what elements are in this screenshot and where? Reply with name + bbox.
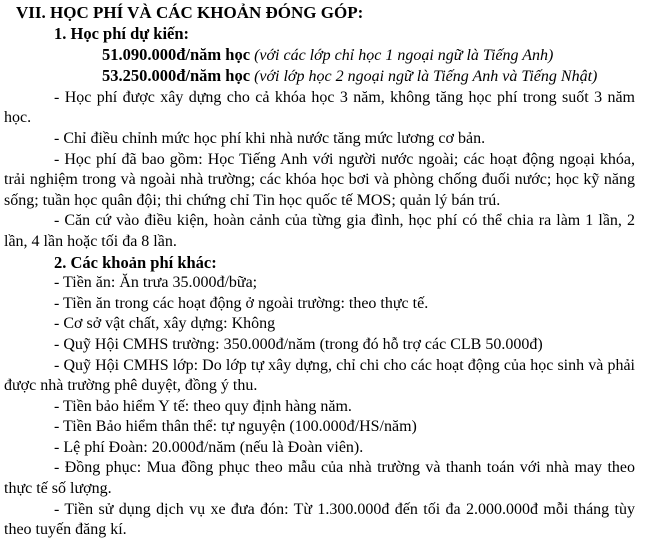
fee-paragraph: - Tiền Bảo hiểm thân thể: tự nguyện (100.000đ/HS/năm) [54,418,417,436]
price-amount: 53.250.000đ/năm học [102,66,251,86]
tuition-note: - Học phí được xây dựng cho cả khóa học 3 năm, không tăng học phí trong suốt 3 năm học. [4,88,635,127]
fee-paragraph: - Tiền sử dụng dịch vụ xe đưa đón: Từ 1.300.000đ đến tối đa 2.000.000đ mỗi tháng tùy theo tuyến đăng kí. [4,500,635,539]
price-amount: 51.090.000đ/năm học [102,44,251,64]
tuition-note: - Học phí đã bao gồm: Học Tiếng Anh với người nước ngoài; các hoạt động ngoại khóa, trải nghiệm trong và ngoài nhà trường; các khóa học bơi và phòng chống đuối nước; học kỹ năng sống; tuần học quân đội; thi chứng chỉ Tin học quốc tế MOS; quản lý bán trú. [4,150,635,209]
fee-item: - Tiền ăn: Ăn trưa 35.000đ/bữa; [54,274,258,292]
fee-paragraph: - Quỹ Hội CMHS lớp: Do lớp tự xây dựng, chỉ chi cho các hoạt động của học sinh và phải được nhà trường phê duyệt, đồng ý thu. [4,356,635,395]
tuition-note: - Căn cứ vào điều kiện, hoàn cảnh của từng gia đình, học phí có thể chia ra làm 1 lần, 2 lần, 4 lần hoặc tối đa 8 lần. [4,212,635,250]
fee-item: - Tiền ăn trong các hoạt động ở ngoài trường: theo thực tế. [54,294,429,312]
fee-paragraph: - Tiền bảo hiểm Y tế: theo quy định hàng năm. [54,397,352,415]
tuition-price-2 [4,66,635,88]
tuition-price-1 [4,45,635,67]
price-note: (với lớp học 2 ngoại ngữ là Tiếng Anh và Tiếng Nhật) [254,68,598,86]
section-title: VII. HỌC PHÍ VÀ CÁC KHOẢN ĐÓNG GÓP: [16,3,364,22]
fee-paragraph: - Đồng phục: Mua đồng phục theo mẫu của nhà trường và thanh toán với nhà may theo thực tế số lượng. [4,459,635,498]
price-note: (với các lớp chỉ học 1 ngoại ngữ là Tiếng Anh) [254,46,554,64]
tuition-heading: 1. Học phí dự kiến: [54,24,190,43]
fee-paragraph: - Lệ phí Đoàn: 20.000đ/năm (nếu là Đoàn viên). [54,438,364,456]
fee-item: - Quỹ Hội CMHS trường: 350.000đ/năm (trong đó hỗ trợ các CLB 50.000đ) [54,335,543,353]
other-fees-heading: 2. Các khoản phí khác: [54,252,217,272]
tuition-note: - Chỉ điều chỉnh mức học phí khi nhà nước tăng mức lương cơ bản. [54,129,486,147]
fee-item: - Cơ sở vật chất, xây dựng: Không [54,315,276,333]
